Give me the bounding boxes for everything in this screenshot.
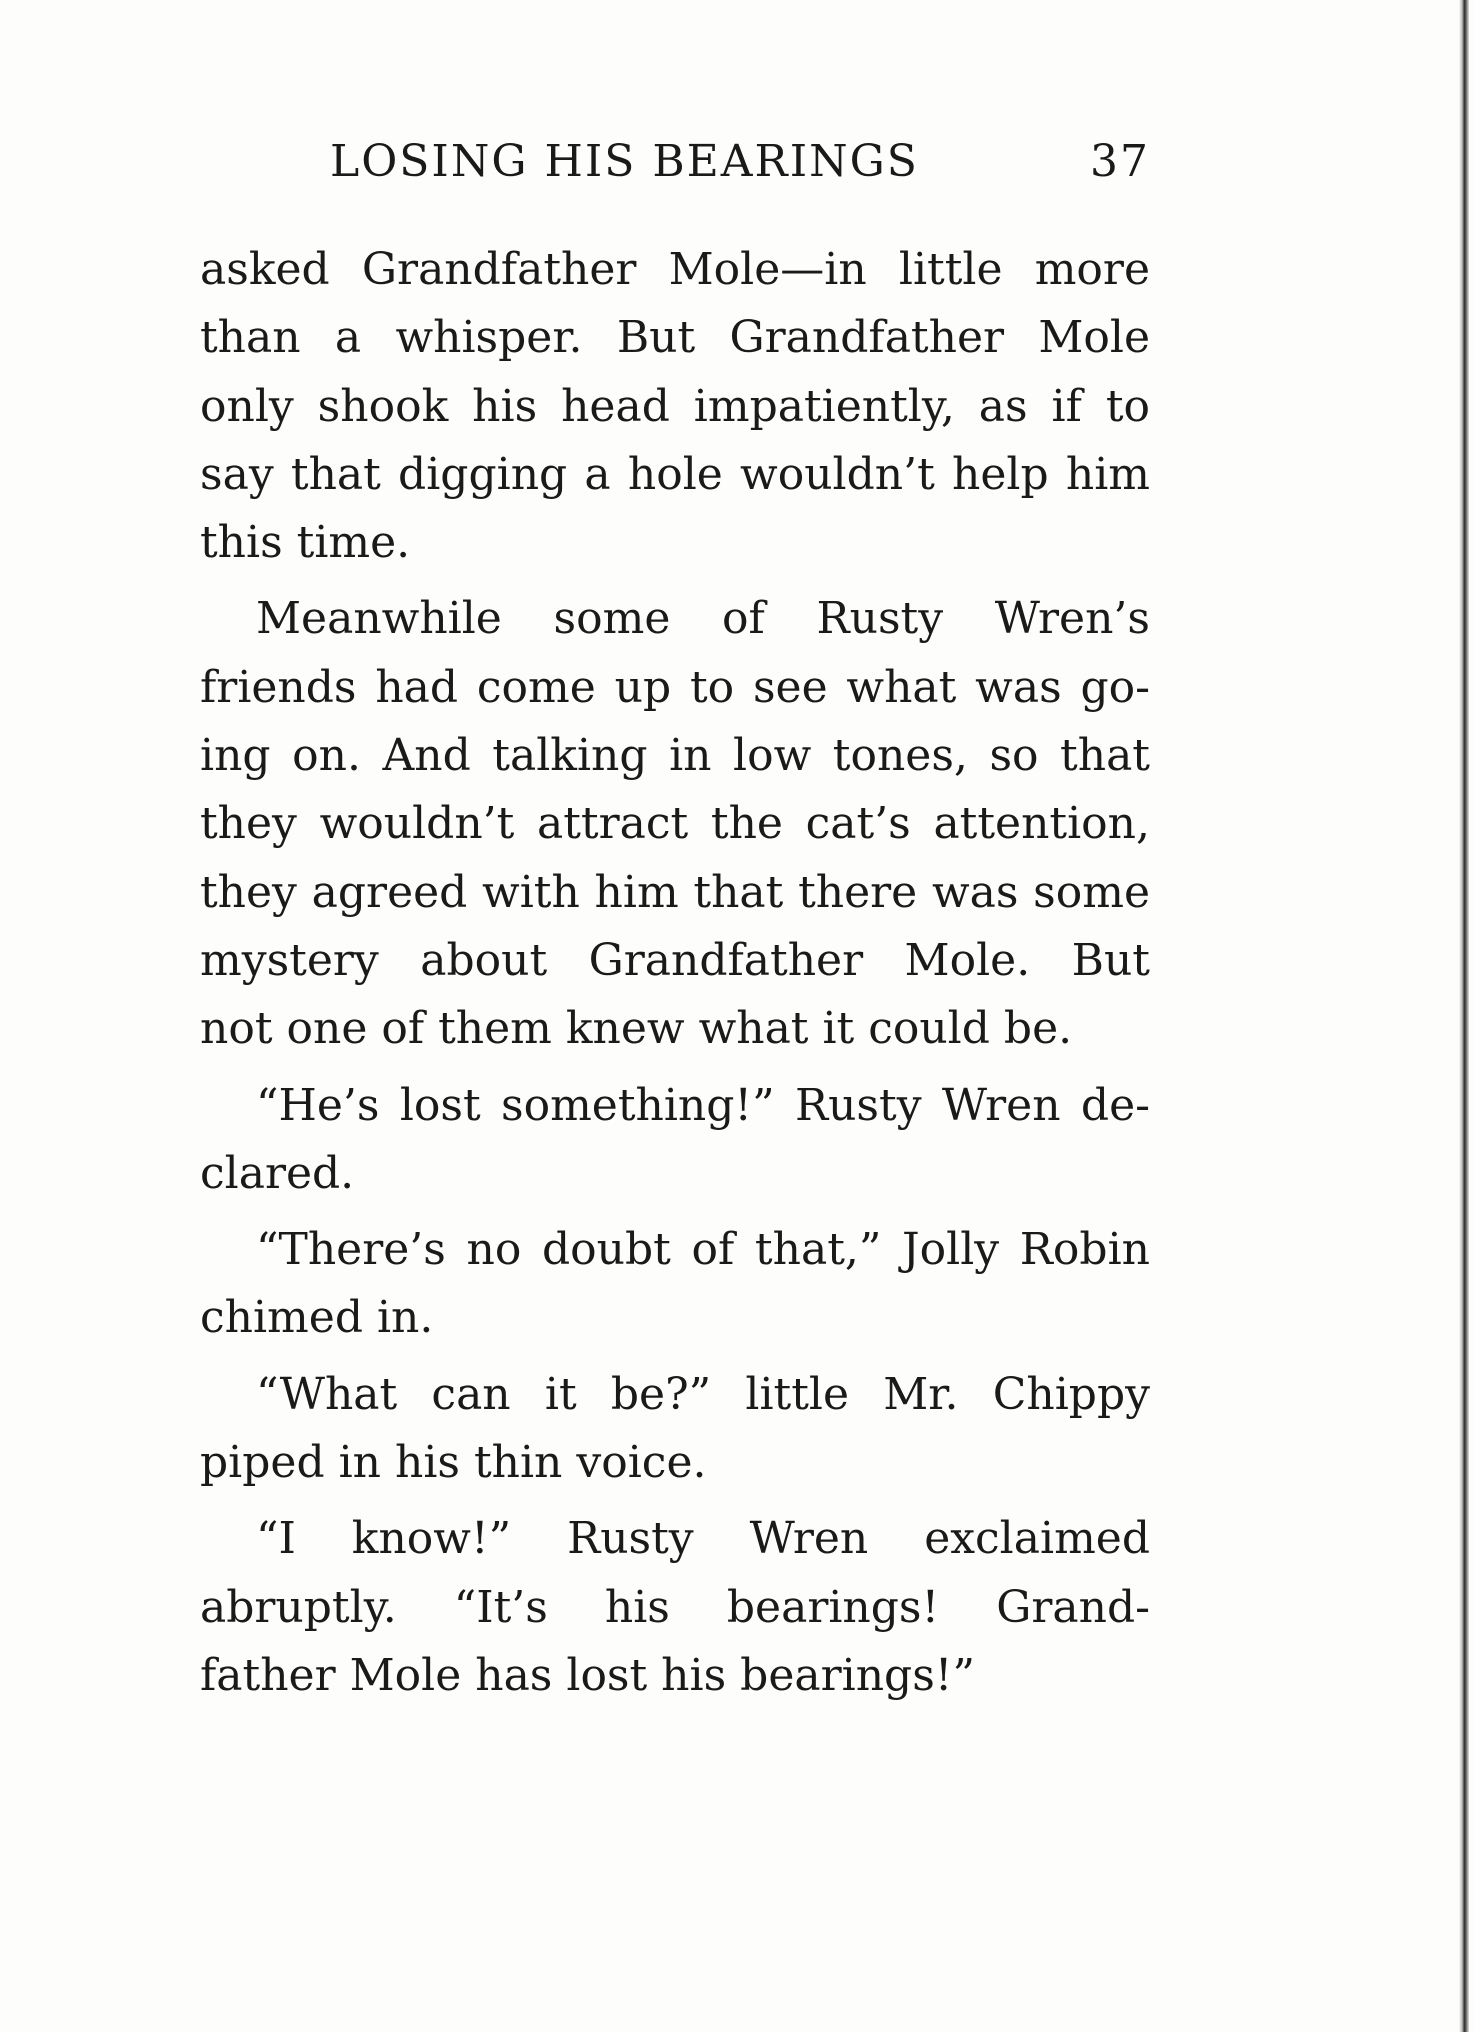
paragraph (200, 1361, 1150, 1498)
page-number: 37 (1090, 136, 1150, 187)
text-line: chimed in. (200, 1292, 434, 1344)
body-text (200, 236, 1150, 1710)
text-line: this time. (200, 517, 411, 569)
running-head (330, 136, 1150, 196)
text-line: not one of them knew what it could be. (200, 1003, 1073, 1055)
text-line: Meanwhile some of Rusty Wren’s (256, 593, 1150, 645)
paragraph (200, 236, 1150, 577)
text-line: “I know!” Rusty Wren exclaimed (256, 1513, 1150, 1565)
text-line: “There’s no doubt of that,” Jolly Robin (256, 1224, 1150, 1276)
page-edge-shadow (1459, 0, 1469, 2032)
text-line: “He’s lost something!” Rusty Wren de- (256, 1079, 1150, 1131)
text-line: abruptly. “It’s his bearings! Grand- (200, 1581, 1150, 1633)
paragraph (200, 585, 1150, 1063)
text-line: mystery about Grandfather Mole. But (200, 934, 1150, 986)
paragraph (200, 1505, 1150, 1710)
text-line: asked Grandfather Mole—in little more (200, 244, 1150, 295)
text-line: clared. (200, 1147, 355, 1199)
text-line: friends had come up to see what was go- (200, 661, 1150, 713)
text-line: they agreed with him that there was some (200, 866, 1150, 918)
text-line: piped in his thin voice. (200, 1437, 707, 1489)
text-line: father Mole has lost his bearings!” (200, 1649, 975, 1701)
text-line: they wouldn’t attract the cat’s attention, (200, 798, 1150, 850)
text-line: “What can it be?” little Mr. Chippy (256, 1368, 1150, 1420)
text-line: only shook his head impatiently, as if to (200, 380, 1150, 432)
paragraph (200, 1216, 1150, 1353)
paragraph (200, 1072, 1150, 1209)
text-line: ing on. And talking in low tones, so that (200, 730, 1150, 782)
running-title: LOSING HIS BEARINGS (330, 136, 919, 187)
text-line: than a whisper. But Grandfather Mole (200, 312, 1150, 364)
text-line: say that digging a hole wouldn’t help him (200, 448, 1150, 500)
